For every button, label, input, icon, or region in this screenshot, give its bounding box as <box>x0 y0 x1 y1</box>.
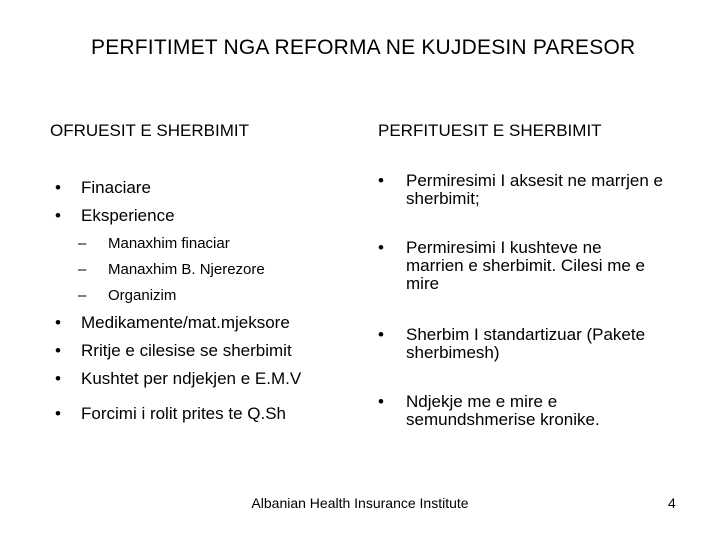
page-number: 4 <box>668 495 676 511</box>
bullet-icon: • <box>55 404 61 423</box>
slide-footer: Albanian Health Insurance Institute <box>251 495 469 511</box>
right-column-header: PERFITUESIT E SHERBIMIT <box>378 121 602 140</box>
left-bullet-group-3 <box>55 400 286 428</box>
sub-list-item: – Manaxhim finaciar <box>78 231 265 257</box>
bullet-icon: • <box>378 392 384 411</box>
left-bullet-group-1 <box>55 174 175 230</box>
sub-list-item: – Manaxhim B. Njerezore <box>78 257 265 283</box>
left-column-header: OFRUESIT E SHERBIMIT <box>50 121 249 140</box>
bullet-icon: • <box>55 313 61 332</box>
right-list-item: • Permiresimi I kushteve ne marrien e sherbimit. Cilesi me e mire <box>378 238 646 293</box>
left-bullet-group-2 <box>55 309 301 393</box>
right-list-item: • Ndjekje me e mire e semundshmerise kronike. <box>378 392 600 429</box>
bullet-icon: • <box>55 369 61 388</box>
dash-icon: – <box>78 287 87 304</box>
bullet-icon: • <box>378 238 384 257</box>
sub-list-item: – Organizim <box>78 283 265 309</box>
list-item: • Rritje e cilesise se sherbimit <box>55 337 301 365</box>
list-item: • Finaciare <box>55 174 175 202</box>
bullet-icon: • <box>55 341 61 360</box>
slide-title: PERFITIMET NGA REFORMA NE KUJDESIN PARESOR <box>91 36 636 59</box>
bullet-icon: • <box>378 171 384 190</box>
bullet-icon: • <box>378 325 384 344</box>
list-item: • Medikamente/mat.mjeksore <box>55 309 301 337</box>
right-list-item: • Permiresimi I aksesit ne marrjen e sherbimit; <box>378 171 663 208</box>
list-item: • Forcimi i rolit prites te Q.Sh <box>55 400 286 428</box>
list-item: • Eksperience <box>55 202 175 230</box>
left-sub-list <box>78 231 265 309</box>
right-list-item: • Sherbim I standartizuar (Pakete sherbimesh) <box>378 325 646 362</box>
list-item: • Kushtet per ndjekjen e E.M.V <box>55 365 301 393</box>
dash-icon: – <box>78 235 87 252</box>
bullet-icon: • <box>55 206 61 225</box>
dash-icon: – <box>78 261 87 278</box>
bullet-icon: • <box>55 178 61 197</box>
